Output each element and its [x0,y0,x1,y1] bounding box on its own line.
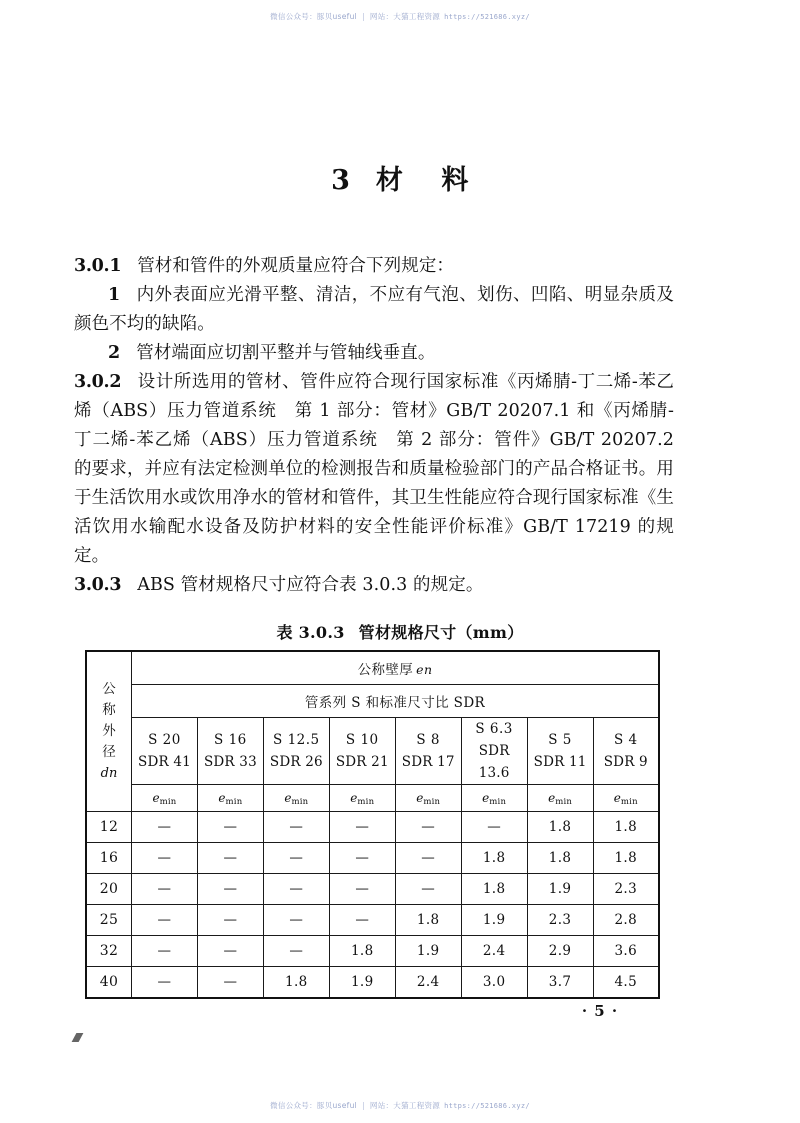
emin-symbol-3: e [350,790,358,805]
watermark-bottom-url: https://521686.xyz/ [444,1102,530,1110]
band-top-symbol: en [416,662,433,677]
cell-dn-0: 12 [86,812,132,843]
watermark-top [0,11,800,22]
cell-2-2: — [263,874,329,905]
cell-3-2: — [263,905,329,936]
col-header-s63 [461,718,527,785]
emin-sub-0: min [159,796,177,807]
section-3-0-2 [74,368,674,571]
col-sdr-7: SDR 9 [603,754,648,770]
cell-3-1: — [197,905,263,936]
col-sdr-6: SDR 11 [533,754,587,770]
cell-0-2: — [263,812,329,843]
col-s-5: S 6.3 [475,721,513,737]
cell-4-7: 3.6 [593,936,659,967]
cell-1-2: — [263,843,329,874]
cell-dn-4: 32 [86,936,132,967]
emin-sub-1: min [225,796,243,807]
cell-4-1: — [197,936,263,967]
col-header-s10 [329,718,395,785]
emin-header-5 [461,785,527,812]
watermark-bottom [0,1100,800,1111]
cell-5-0: — [132,967,198,999]
cell-2-7: 2.3 [593,874,659,905]
cell-4-5: 2.4 [461,936,527,967]
col-s-7: S 4 [613,732,638,748]
dn-symbol: dn [100,766,118,781]
table-header-row-emin [86,785,659,812]
section-3-0-1 [74,252,674,281]
cell-4-4: 1.9 [395,936,461,967]
cell-5-6: 3.7 [527,967,593,999]
cell-5-5: 3.0 [461,967,527,999]
cell-dn-3: 25 [86,905,132,936]
table-row [86,874,659,905]
chapter-number: 3 [331,165,350,196]
watermark-site-label: 网站：大猫工程资源 [369,12,441,21]
cell-1-3: — [329,843,395,874]
cell-5-3: 1.9 [329,967,395,999]
table-row [86,967,659,999]
emin-symbol-4: e [416,790,424,805]
cell-0-7: 1.8 [593,812,659,843]
cell-1-5: 1.8 [461,843,527,874]
cell-0-5: — [461,812,527,843]
col-header-s5 [527,718,593,785]
cell-dn-5: 40 [86,967,132,999]
emin-symbol-6: e [548,790,556,805]
cell-1-4: — [395,843,461,874]
col-s-6: S 5 [548,732,572,748]
pipe-spec-table [85,650,660,999]
cell-4-0: — [132,936,198,967]
col-sdr-5: SDR 13.6 [478,743,510,781]
section-3-0-3-text: ABS 管材规格尺寸应符合表 3.0.3 的规定。 [137,575,484,595]
table-row [86,936,659,967]
item-1-number: 1 [108,285,121,305]
col-sdr-1: SDR 33 [203,754,257,770]
emin-sub-3: min [357,796,375,807]
col-s-1: S 16 [214,732,247,748]
cell-4-2: — [263,936,329,967]
cell-0-4: — [395,812,461,843]
cell-0-6: 1.8 [527,812,593,843]
col-header-s8 [395,718,461,785]
table-row [86,905,659,936]
dn-char-2: 称 [102,702,116,718]
dn-char-4: 径 [102,744,116,760]
section-3-0-1-item-2 [74,339,674,368]
watermark-bottom-separator: | [362,1101,365,1110]
emin-header-3 [329,785,395,812]
scan-artifact [72,1033,84,1042]
watermark-bottom-wechat-label: 微信公众号：豚贝useful [270,1101,358,1110]
emin-header-1 [197,785,263,812]
dn-char-3: 外 [102,723,116,739]
item-1-text: 内外表面应光滑平整、清洁，不应有气泡、划伤、凹陷、明显杂质及颜色不均的缺陷。 [74,285,674,334]
item-2-text: 管材端面应切割平整并与管轴线垂直。 [136,343,436,363]
emin-header-6 [527,785,593,812]
cell-3-4: 1.8 [395,905,461,936]
section-3-0-1-text: 管材和管件的外观质量应符合下列规定： [137,256,455,276]
emin-symbol-1: e [218,790,226,805]
emin-symbol-0: e [152,790,160,805]
cell-5-1: — [197,967,263,999]
cell-3-6: 2.3 [527,905,593,936]
cell-0-0: — [132,812,198,843]
cell-1-6: 1.8 [527,843,593,874]
item-2-number: 2 [108,343,121,363]
emin-header-7 [593,785,659,812]
cell-2-3: — [329,874,395,905]
col-header-s125 [263,718,329,785]
emin-sub-6: min [555,796,573,807]
band-top-label: 公称壁厚 [357,662,414,678]
emin-symbol-5: e [482,790,490,805]
table-header-row-band-top [86,651,659,685]
emin-symbol-7: e [613,790,621,805]
watermark-separator: | [362,12,365,21]
cell-0-3: — [329,812,395,843]
chapter-title [0,158,800,197]
section-3-0-3 [74,571,674,600]
table-caption-title: 管材规格尺寸（mm） [358,623,524,642]
page-number: · 5 · [581,1002,619,1020]
watermark-wechat-label: 微信公众号：豚贝useful [270,12,358,21]
cell-3-0: — [132,905,198,936]
chapter-title-char-2: 料 [441,165,469,196]
table-caption-label: 表 3.0.3 [276,623,345,642]
cell-1-0: — [132,843,198,874]
cell-1-7: 1.8 [593,843,659,874]
cell-1-1: — [197,843,263,874]
band-pipe-series-sdr: 管系列 S 和标准尺寸比 SDR [132,685,660,718]
section-3-0-2-number: 3.0.2 [74,372,122,392]
table-caption [0,620,800,643]
emin-header-4 [395,785,461,812]
document-content [74,252,674,600]
emin-sub-2: min [291,796,309,807]
emin-sub-5: min [489,796,507,807]
col-sdr-3: SDR 21 [335,754,389,770]
section-3-0-3-number: 3.0.3 [74,575,122,595]
emin-header-2 [263,785,329,812]
col-sdr-4: SDR 17 [401,754,455,770]
cell-3-5: 1.9 [461,905,527,936]
cell-2-0: — [132,874,198,905]
table-row [86,812,659,843]
chapter-title-char-1: 材 [375,165,404,196]
table-header-row-band-second [86,685,659,718]
cell-2-4: — [395,874,461,905]
col-s-4: S 8 [416,732,441,748]
cell-dn-1: 16 [86,843,132,874]
spec-table-wrapper [85,650,660,999]
section-3-0-1-number: 3.0.1 [74,256,122,276]
table-row [86,843,659,874]
section-3-0-1-item-1 [74,281,674,339]
cell-dn-2: 20 [86,874,132,905]
dn-char-1: 公 [102,681,116,697]
emin-header-0 [132,785,198,812]
col-header-s20 [132,718,198,785]
cell-2-1: — [197,874,263,905]
cell-4-6: 2.9 [527,936,593,967]
col-sdr-2: SDR 26 [269,754,323,770]
watermark-bottom-site-label: 网站：大猫工程资源 [369,1101,441,1110]
cell-5-4: 2.4 [395,967,461,999]
section-3-0-2-text: 设计所选用的管材、管件应符合现行国家标准《丙烯腈-丁二烯-苯乙烯（ABS）压力管道系统 第 1 部分：管材》GB/T 20207.1 和《丙烯腈-丁二烯-苯乙烯（ABS）压力管道系统 第 2 部分：管件》GB/T 20207.2 的要求，并应有法定检测单位的检测报告和质量检验部门的产品合格证书。用于生活饮用水或饮用净水的管材和管件，其卫生性能应符合现行国家标准《生活饮用水输配水设备及防护材料的安全性能评价标准》GB/T 17219 的规定。 [74,372,674,566]
emin-symbol-2: e [284,790,292,805]
watermark-url: https://521686.xyz/ [444,13,530,21]
cell-4-3: 1.8 [329,936,395,967]
table-header-row-series [86,718,659,785]
emin-sub-7: min [620,796,638,807]
emin-sub-4: min [423,796,441,807]
col-s-3: S 10 [345,732,379,748]
page-number-container [0,1002,800,1020]
cell-5-7: 4.5 [593,967,659,999]
cell-3-7: 2.8 [593,905,659,936]
col-header-s16 [197,718,263,785]
cell-0-1: — [197,812,263,843]
col-sdr-0: SDR 41 [138,754,191,770]
row-header-dn [86,651,132,812]
col-header-s4 [593,718,659,785]
band-nominal-wall-thickness [132,651,660,685]
col-s-2: S 12.5 [273,732,320,748]
cell-5-2: 1.8 [263,967,329,999]
cell-2-5: 1.8 [461,874,527,905]
cell-3-3: — [329,905,395,936]
cell-2-6: 1.9 [527,874,593,905]
col-s-0: S 20 [148,732,181,748]
